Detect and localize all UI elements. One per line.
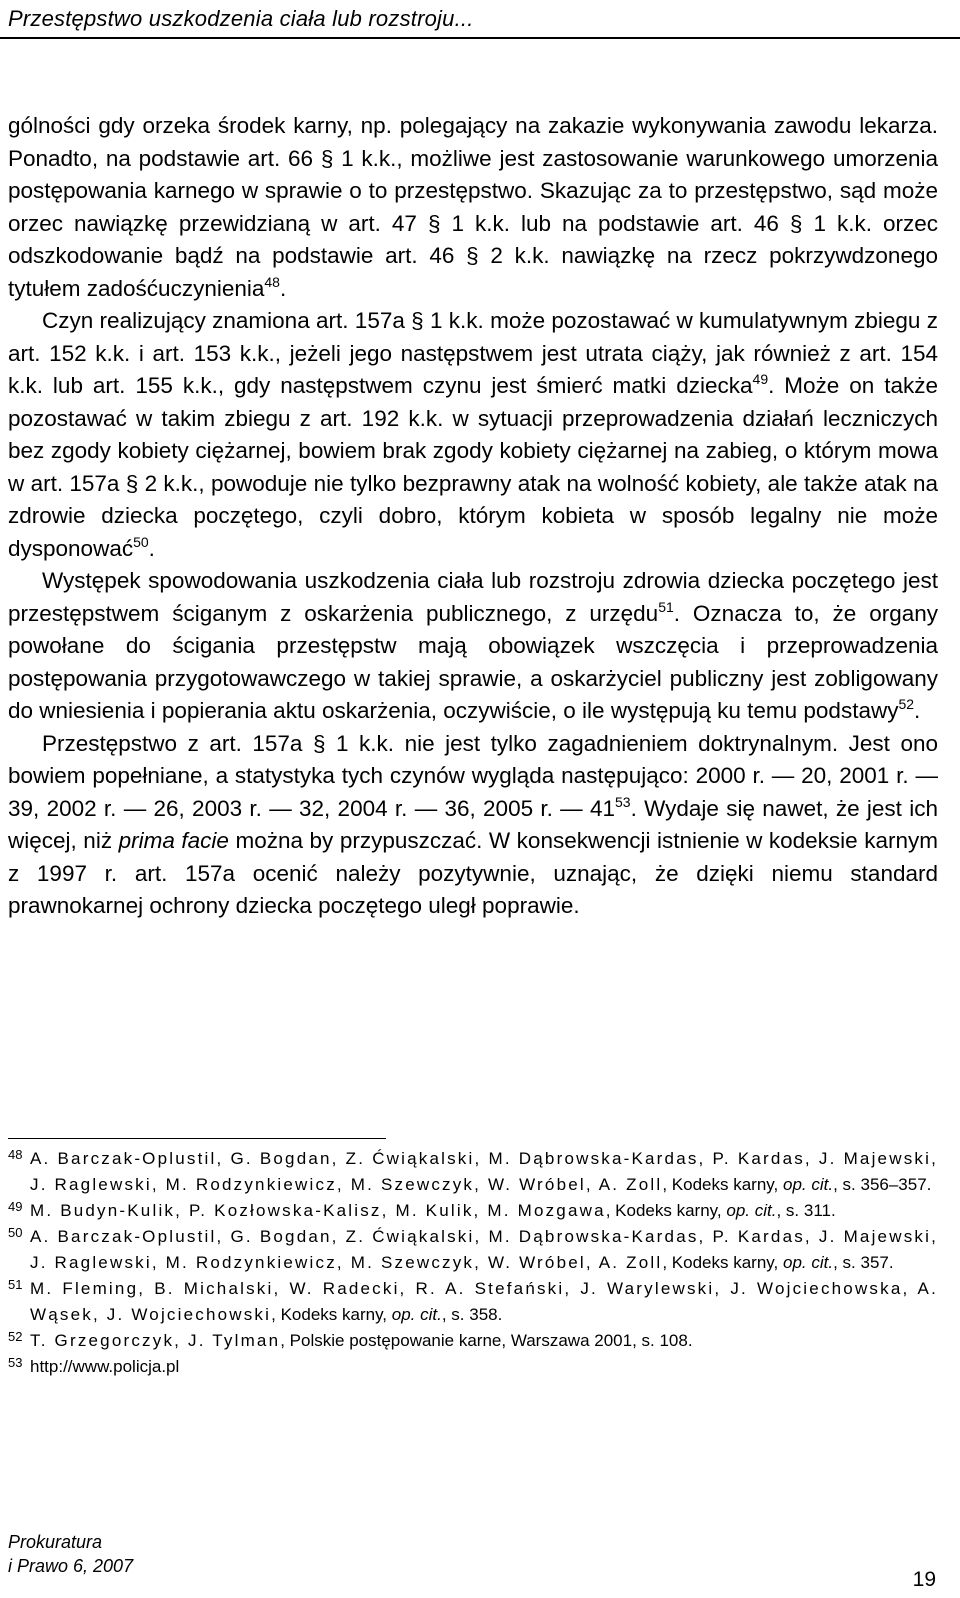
footnote-text: M. Budyn-Kulik, P. Kozłowska-Kalisz, M. Kulik, M. Mozgawa, Kodeks karny, op. cit., s. 311. (30, 1201, 836, 1220)
footnote-52 (8, 1328, 938, 1354)
footnote-ref-49[interactable]: 49 (752, 371, 769, 387)
footnote-ref-51[interactable]: 51 (658, 598, 674, 615)
paragraph-3-text-cont: . Oznacza to, że organy powołane do ścigania przestępstw mają obowiązek wszczęcia i przeprowadzenia postępowania przygotowawczego w takiej sprawie, a oskarżyciel publiczny jest zobligowany do wniesienia i popierania aktu oskarżenia, oczywiście, o ile występują ku temu podstawy (8, 600, 939, 723)
paragraph-2-text: Czyn realizujący znamiona art. 157a § 1 k.k. może pozostawać w kumulatywnym zbiegu z art. 152 k.k. i art. 153 k.k., jeżeli jego następstwem jest utrata ciąży, jak również z art. 154 k.k. lub art. 155 k.k., gdy następstwem czynu jest śmierć matki dziecka (8, 308, 938, 398)
footnote-48 (8, 1146, 938, 1198)
footnotes (8, 1146, 938, 1380)
footnote-number: 49 (8, 1199, 23, 1214)
paragraph-4-end: można by przypuszczać. W konsekwencji istnienie w kodeksie karnym z 1997 r. art. 157a ocenić należy pozytywnie, uznając, że dzięki niemu standard prawnokarnej ochrony dziecka poczętego uległ poprawie. (8, 828, 938, 918)
paragraph-3 (8, 565, 938, 728)
paragraph-2-end: . (148, 535, 155, 561)
footnote-ref-50[interactable]: 50 (133, 533, 149, 550)
paragraph-4-text: Przestępstwo z art. 157a § 1 k.k. nie jest tylko zagadnieniem doktrynalnym. Jest ono bowiem popełniane, a statystyka tych czynów wygląda następująco: 2000 r. — 20, 2001 r. — 39, 2002 r. — 26, 2003 r. — 32, 2004 r. — 36, 2005 r. — 41 (8, 730, 938, 821)
footnote-text: T. Grzegorczyk, J. Tylman, Polskie postępowanie karne, Warszawa 2001, s. 108. (30, 1331, 693, 1350)
footnote-51 (8, 1276, 938, 1328)
paragraph-1-end: . (279, 275, 287, 301)
latin-phrase: prima facie (118, 828, 229, 853)
footnote-number: 50 (8, 1225, 23, 1240)
footnote-link[interactable]: http://www.policja.pl (30, 1357, 180, 1376)
footnote-number: 53 (8, 1355, 23, 1370)
footnote-authors: A. Barczak-Oplustil, G. Bogdan, Z. Ćwiąkalski, M. Dąbrowska-Kardas, P. Kardas, J. Majewski, J. Raglewski, M. Rodzynkiewicz, M. Szewczyk, W. Wróbel, A. Zoll (30, 1227, 938, 1272)
footnote-text: A. Barczak-Oplustil, G. Bogdan, Z. Ćwiąkalski, M. Dąbrowska-Kardas, P. Kardas, J. Majewski, J. Raglewski, M. Rodzynkiewicz, M. Szewczyk, W. Wróbel, A. Zoll, Kodeks karny, op. cit., s. 357. (30, 1227, 938, 1272)
footnote-number: 51 (8, 1277, 23, 1292)
journal-name: Prokuratura (8, 1532, 103, 1552)
footnote-ref-53[interactable]: 53 (615, 793, 631, 810)
footnote-authors: A. Barczak-Oplustil, G. Bogdan, Z. Ćwiąkalski, M. Dąbrowska-Kardas, P. Kardas, J. Majewski, J. Raglewski, M. Rodzynkiewicz, M. Szewczyk, W. Wróbel, A. Zoll (30, 1149, 938, 1194)
footnote-text: A. Barczak-Oplustil, G. Bogdan, Z. Ćwiąkalski, M. Dąbrowska-Kardas, P. Kardas, J. Majewski, J. Raglewski, M. Rodzynkiewicz, M. Szewczyk, W. Wróbel, A. Zoll, Kodeks karny, op. cit., s. 356–357. (30, 1149, 938, 1194)
footnote-ref-48[interactable]: 48 (264, 273, 280, 290)
paragraph-4 (8, 728, 938, 923)
footnote-50 (8, 1224, 938, 1276)
journal-footer (8, 1530, 133, 1578)
journal-issue: i Prawo 6, 2007 (8, 1556, 134, 1576)
paragraph-2-text-cont: . Może on także pozostawać w takim zbiegu z art. 192 k.k. w sytuacji przeprowadzenia działań leczniczych bez zgody kobiety ciężarnej, bowiem brak zgody kobiety ciężarnej na zabieg, o którym mowa w art. 157a § 2 k.k., powoduje nie tylko bezprawny atak na wolność kobiety, ale także atak na zdrowie dziecka poczętego, czyli dobro, którym kobieta w sposób legalny nie może dysponować (8, 373, 938, 561)
footnote-divider (8, 1138, 386, 1139)
footnote-53 (8, 1354, 938, 1380)
main-text (8, 110, 938, 923)
footnote-authors: M. Budyn-Kulik, P. Kozłowska-Kalisz, M. Kulik, M. Mozgawa (30, 1201, 606, 1220)
footnote-authors: T. Grzegorczyk, J. Tylman (30, 1331, 281, 1350)
footnote-number: 52 (8, 1329, 23, 1344)
footnote-number: 48 (8, 1147, 23, 1162)
paragraph-2 (8, 305, 938, 565)
running-header: Przestępstwo uszkodzenia ciała lub rozstroju... (8, 6, 474, 31)
paragraph-1-text: gólności gdy orzeka środek karny, np. polegający na zakazie wykonywania zawodu lekarza. Ponadto, na podstawie art. 66 § 1 k.k., możliwe jest zastosowanie warunkowego umorzenia postępowania karnego w sprawie o to przestępstwo. Skazując za to przestępstwo, sąd może orzec nawiązkę przewidzianą w art. 47 § 1 k.k. lub na podstawie art. 46 § 1 k.k. orzec odszkodowanie bądź na podstawie art. 46 § 2 k.k. nawiązkę na rzecz pokrzywdzonego tytułem zadośćuczynienia (8, 113, 938, 301)
paragraph-3-end: . (914, 698, 921, 723)
footnote-ref-52[interactable]: 52 (898, 696, 915, 712)
footnote-text: M. Fleming, B. Michalski, W. Radecki, R. A. Stefański, J. Warylewski, J. Wojciechowska, A. Wąsek, J. Wojciechowski, Kodeks karny, op. cit., s. 358. (30, 1279, 938, 1324)
paragraph-1 (8, 110, 938, 305)
paragraph-3-text: Występek spowodowania uszkodzenia ciała lub rozstroju zdrowia dziecka poczętego jest przestępstwem ściganym z oskarżenia publicznego, z urzędu (8, 568, 938, 626)
paragraph-4-text-cont: . Wydaje się nawet, że jest ich więcej, niż (8, 795, 938, 853)
footnote-49 (8, 1198, 938, 1224)
header-divider (0, 37, 960, 39)
footnote-authors: M. Fleming, B. Michalski, W. Radecki, R. A. Stefański, J. Warylewski, J. Wojciechowska, A. Wąsek, J. Wojciechowski (30, 1279, 938, 1324)
page-number: 19 (912, 1568, 936, 1591)
